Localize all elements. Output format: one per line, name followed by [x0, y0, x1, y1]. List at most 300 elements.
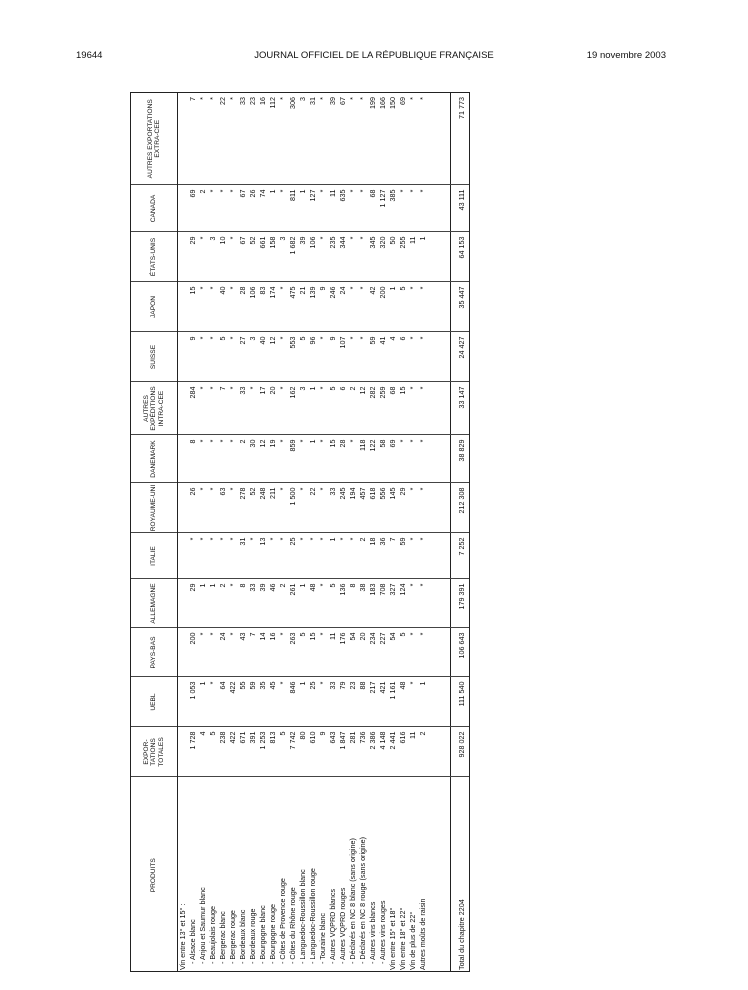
table-cell: 1 — [198, 681, 207, 686]
table-cell: 40 — [258, 336, 267, 345]
table-cell: 16 — [268, 632, 277, 641]
table-cell: 235 — [328, 236, 337, 249]
table-cell: 23 — [248, 97, 257, 105]
total-value: 212 308 — [451, 483, 471, 533]
table-cell: * — [188, 537, 197, 541]
table-cell: 20 — [268, 386, 277, 395]
table-cell: 1 — [328, 537, 337, 542]
table-cell: 33 — [328, 681, 337, 690]
table-cell: 13 — [258, 537, 267, 546]
column-header: ÉTATS-UNIS — [131, 232, 178, 282]
table-cell: 2 — [218, 583, 227, 588]
table-cell: * — [308, 537, 317, 541]
table-cell: 42 — [368, 286, 377, 295]
table-cell: * — [228, 537, 237, 541]
table-cell: * — [318, 439, 327, 443]
table-cell: * — [198, 336, 207, 340]
table-cell: 22 — [218, 97, 227, 105]
table-cell: 1 — [308, 439, 317, 444]
table-cell: * — [408, 583, 417, 587]
table-cell: 1 — [198, 583, 207, 588]
table-cell: * — [408, 681, 417, 685]
table-cell: * — [198, 97, 207, 100]
table-cell: 4 — [198, 731, 207, 736]
table-cell: 1 127 — [378, 189, 387, 208]
table-cell: 245 — [338, 487, 347, 500]
column-header: AUTRES EXPÉDITIONS INTRA-CEE — [131, 382, 178, 435]
table-cell: 320 — [378, 236, 387, 249]
table-cell: * — [398, 189, 407, 193]
table-cell: 14 — [258, 632, 267, 641]
table-cell: 166 — [378, 97, 387, 109]
table-cell: 1 — [418, 681, 427, 686]
table-cell: * — [338, 537, 347, 541]
table-cell: * — [408, 189, 417, 193]
table-cell: 859 — [288, 439, 297, 452]
table-cell: 259 — [378, 386, 387, 399]
table-cell: * — [348, 286, 357, 290]
value-column — [178, 185, 451, 232]
table-cell — [178, 682, 188, 726]
table-cell: 610 — [308, 731, 317, 744]
table-cell: 5 — [298, 632, 307, 637]
table-cell — [178, 237, 188, 281]
table-cell: 248 — [258, 487, 267, 500]
table-cell: * — [268, 537, 277, 541]
table-cell: 4 148 — [378, 731, 387, 750]
table-cell: 58 — [378, 439, 387, 448]
table-cell: * — [318, 189, 327, 193]
table-cell: * — [278, 632, 287, 636]
table-cell: * — [398, 439, 407, 443]
table-cell: 43 — [238, 632, 247, 641]
table-cell: 5 — [328, 583, 337, 588]
table-cell: * — [198, 537, 207, 541]
table-cell: 422 — [228, 731, 237, 744]
table-cell: 811 — [288, 189, 297, 201]
table-cell: * — [358, 336, 367, 340]
table-cell: * — [278, 386, 287, 390]
table-cell: * — [208, 537, 217, 541]
table-cell: * — [198, 439, 207, 443]
value-column — [178, 282, 451, 332]
table-cell: * — [318, 386, 327, 390]
table-cell: 79 — [338, 681, 347, 690]
table-cell: 145 — [388, 487, 397, 500]
table-cell: 643 — [328, 731, 337, 744]
table-cell: 41 — [378, 336, 387, 345]
table-cell: 1 253 — [258, 731, 267, 750]
table-cell: 3 — [298, 97, 307, 101]
table-cell: * — [278, 487, 287, 491]
table-cell: 422 — [228, 681, 237, 694]
product-label: - Alsace blanc — [188, 919, 197, 964]
table-cell: * — [208, 336, 217, 340]
table-cell: 33 — [238, 386, 247, 395]
table-cell: 23 — [348, 681, 357, 690]
table-cell: 45 — [268, 681, 277, 690]
table-cell: 327 — [388, 583, 397, 596]
table-cell: 199 — [368, 97, 377, 109]
table-cell: 20 — [358, 632, 367, 641]
table-cell: 635 — [338, 189, 347, 202]
table-cell: 6 — [398, 336, 407, 341]
table-cell: 1 161 — [388, 681, 397, 700]
table-cell: 46 — [268, 583, 277, 592]
product-label: Vin entre 15° et 18° — [388, 907, 397, 970]
table-cell: * — [208, 97, 217, 100]
product-label: - Beaujolais rouge — [208, 906, 217, 964]
table-cell: 11 — [408, 731, 417, 739]
table-cell: 1 — [268, 189, 277, 194]
table-cell: 136 — [338, 583, 347, 596]
table-cell: * — [208, 487, 217, 491]
table-cell — [178, 337, 188, 381]
table-cell: 112 — [268, 97, 277, 109]
table-cell: 39 — [258, 583, 267, 592]
table-cell: 106 — [308, 236, 317, 249]
table-cell: 7 — [188, 97, 197, 101]
total-value: 928 022 — [451, 727, 471, 777]
product-label: - Bergerac blanc — [218, 911, 227, 964]
total-value: 64 153 — [451, 232, 471, 282]
table-cell: 553 — [288, 336, 297, 349]
table-cell: 17 — [258, 386, 267, 395]
product-label: - Bourgogne blanc — [258, 905, 267, 964]
table-cell: 24 — [338, 286, 347, 295]
table-cell: 150 — [388, 97, 397, 109]
table-cell: * — [298, 487, 307, 491]
table-cell: * — [298, 439, 307, 443]
table-cell: 2 — [278, 583, 287, 588]
table-cell: 263 — [288, 632, 297, 645]
table-cell: 68 — [388, 386, 397, 395]
table-cell: 174 — [268, 286, 277, 299]
total-value: 7 252 — [451, 533, 471, 579]
table-cell: 59 — [368, 336, 377, 345]
table-cell: 2 386 — [368, 731, 377, 750]
table-cell: * — [318, 97, 327, 100]
table-cell: 50 — [388, 236, 397, 245]
table-cell: * — [408, 439, 417, 443]
table-cell: 18 — [368, 537, 377, 546]
table-cell: 83 — [258, 286, 267, 295]
table-cell: * — [348, 336, 357, 340]
table-cell: 618 — [368, 487, 377, 500]
table-cell: * — [418, 487, 427, 491]
table-cell: 64 — [218, 681, 227, 690]
table-cell: 306 — [288, 97, 297, 109]
table-cell: 194 — [348, 487, 357, 500]
table-cell: 139 — [308, 286, 317, 299]
table-cell: * — [278, 97, 287, 100]
column-header: AUTRES EXPORTATIONS EXTRA-CEE — [131, 93, 178, 185]
table-cell: 52 — [248, 487, 257, 496]
table-cell: 708 — [378, 583, 387, 596]
value-column — [178, 727, 451, 777]
column-header: ROYAUME-UNI — [131, 483, 178, 533]
column-header: PAYS-BAS — [131, 628, 178, 677]
table-cell: 391 — [248, 731, 257, 744]
column-header: DANEMARK — [131, 435, 178, 483]
total-value: 24 427 — [451, 332, 471, 382]
table-cell: * — [278, 537, 287, 541]
total-label: Total du chapitre 2204 — [451, 777, 471, 972]
table-cell: * — [278, 336, 287, 340]
table-cell: 80 — [298, 731, 307, 740]
table-cell: * — [248, 537, 257, 541]
table-cell: 2 — [358, 537, 367, 542]
table-cell: 813 — [268, 731, 277, 744]
table-cell: * — [408, 537, 417, 541]
table-cell: 74 — [258, 189, 267, 198]
table-cell: 736 — [358, 731, 367, 744]
table-cell: 2 — [238, 439, 247, 444]
table-cell: 282 — [368, 386, 377, 399]
table-cell — [178, 440, 188, 482]
column-header: EXPOR-TATIONS TOTALES — [131, 727, 178, 777]
table-cell: * — [228, 97, 237, 100]
table-cell: * — [278, 681, 287, 685]
table-cell: 3 — [298, 386, 307, 391]
table-cell: 19 — [268, 439, 277, 448]
table-cell: 176 — [338, 632, 347, 645]
table-cell: 69 — [188, 189, 197, 198]
product-label: - Bordeaux blanc — [238, 909, 247, 964]
table-cell: * — [318, 236, 327, 240]
table-cell: * — [418, 386, 427, 390]
table-cell: * — [278, 439, 287, 443]
table-cell: 2 — [418, 731, 427, 736]
table-cell: 1 500 — [288, 487, 297, 506]
rotated-table-container — [131, 93, 470, 972]
table-cell: 124 — [398, 583, 407, 596]
table-cell: 7 — [388, 537, 397, 542]
table-cell: 52 — [248, 236, 257, 245]
table-cell: 7 — [248, 632, 257, 637]
table-cell: 67 — [338, 97, 347, 105]
total-value: 43 111 — [451, 185, 471, 232]
table-cell: 846 — [288, 681, 297, 694]
table-cell: * — [228, 583, 237, 587]
table-cell: 3 — [278, 236, 287, 241]
table-cell: 39 — [298, 236, 307, 245]
table-cell: 616 — [398, 731, 407, 744]
table-cell: 107 — [338, 336, 347, 349]
table-cell: 35 — [258, 681, 267, 690]
table-cell: 261 — [288, 583, 297, 596]
table-cell: * — [358, 236, 367, 240]
total-value: 106 643 — [451, 628, 471, 677]
table-cell — [178, 538, 188, 578]
table-cell: 5 — [328, 386, 337, 391]
table-cell: 12 — [258, 439, 267, 448]
table-cell: 88 — [358, 681, 367, 690]
table-cell: 12 — [268, 336, 277, 345]
table-cell: 1 847 — [338, 731, 347, 750]
table-cell: 1 — [308, 386, 317, 391]
table-cell: 55 — [238, 681, 247, 690]
table-cell — [178, 488, 188, 532]
table-cell: * — [408, 632, 417, 636]
product-label: - Côtes du Rhône rouge — [288, 887, 297, 964]
table-cell: 1 053 — [188, 681, 197, 700]
table-cell: 8 — [188, 439, 197, 444]
table-cell: 127 — [308, 189, 317, 202]
value-column — [178, 533, 451, 579]
table-cell: 15 — [398, 386, 407, 395]
table-cell: * — [208, 386, 217, 390]
table-cell: * — [208, 681, 217, 685]
table-cell: 29 — [398, 487, 407, 496]
product-label: - Languedoc-Roussillon blanc — [298, 869, 307, 964]
table-cell: 1 682 — [288, 236, 297, 255]
table-cell: 162 — [288, 386, 297, 399]
page-number: 19644 — [76, 50, 103, 61]
product-label: - Côtes de Provence rouge — [278, 878, 287, 964]
product-label: Vin entre 13° et 15° : — [178, 903, 187, 970]
table-cell: * — [408, 386, 417, 390]
table-cell: 3 — [208, 236, 217, 241]
table-cell: 16 — [258, 97, 267, 105]
total-value: 38 829 — [451, 435, 471, 483]
table-cell: 29 — [188, 236, 197, 245]
table-cell: 67 — [238, 236, 247, 245]
table-cell: 2 441 — [388, 731, 397, 750]
table-cell: * — [208, 632, 217, 636]
table-cell: 1 — [418, 236, 427, 241]
table-cell: 26 — [248, 189, 257, 198]
table-cell: 475 — [288, 286, 297, 299]
table-cell: 122 — [368, 439, 377, 452]
table-cell: 59 — [248, 681, 257, 690]
table-cell: 54 — [388, 632, 397, 641]
table-cell: 5 — [218, 336, 227, 341]
product-label: - Bordeaux rouge — [248, 908, 257, 964]
table-cell: * — [198, 236, 207, 240]
table-cell: 421 — [378, 681, 387, 694]
table-cell: 54 — [348, 632, 357, 641]
table-cell: 227 — [378, 632, 387, 645]
table-cell: * — [228, 286, 237, 290]
table-cell: * — [418, 97, 427, 100]
table-cell: 1 — [388, 286, 397, 291]
table-cell: 200 — [188, 632, 197, 645]
table-cell: * — [318, 336, 327, 340]
table-cell: 5 — [208, 731, 217, 736]
value-column — [178, 628, 451, 677]
table-cell: * — [198, 286, 207, 290]
table-cell: 5 — [398, 286, 407, 291]
table-cell: * — [278, 286, 287, 290]
table-cell: * — [418, 189, 427, 193]
column-header: CANADA — [131, 185, 178, 232]
table-cell: 7 — [218, 386, 227, 391]
table-cell: 5 — [278, 731, 287, 736]
table-cell: 59 — [398, 537, 407, 546]
table-cell: * — [348, 97, 357, 100]
table-cell: 30 — [248, 439, 257, 448]
column-header: ITALIE — [131, 533, 178, 579]
value-column — [178, 579, 451, 628]
table-cell: 6 — [338, 386, 347, 391]
journal-title: JOURNAL OFFICIEL DE LA RÉPUBLIQUE FRANÇAISE — [254, 50, 494, 61]
table-cell: 3 — [248, 336, 257, 341]
table-cell: 118 — [358, 439, 367, 451]
table-cell: 7 742 — [288, 731, 297, 750]
table-cell: 2 — [198, 189, 207, 194]
table-cell: 12 — [358, 386, 367, 395]
table-cell: 26 — [188, 487, 197, 496]
table-cell: 255 — [398, 236, 407, 249]
table-cell: 2 — [348, 386, 357, 391]
table-cell: * — [248, 386, 257, 390]
table-cell: 48 — [398, 681, 407, 690]
table-cell: 8 — [348, 583, 357, 588]
table-cell — [178, 584, 188, 627]
table-cell: * — [418, 286, 427, 290]
table-cell: 1 728 — [188, 731, 197, 750]
table-cell: 385 — [388, 189, 397, 202]
table-cell: 8 — [238, 583, 247, 588]
table-cell: 68 — [368, 189, 377, 198]
table-cell: * — [208, 286, 217, 290]
product-label-column — [178, 777, 451, 972]
product-label: - Autres vins rouges — [378, 900, 387, 964]
table-cell: * — [408, 487, 417, 491]
table-cell: 10 — [218, 236, 227, 245]
table-cell: * — [198, 386, 207, 390]
table-cell: 345 — [368, 236, 377, 249]
table-cell: * — [228, 487, 237, 491]
table-cell: * — [198, 487, 207, 491]
table-cell: 661 — [258, 236, 267, 249]
table-cell: 5 — [298, 336, 307, 341]
table-cell: 106 — [248, 286, 257, 299]
table-cell: 38 — [358, 583, 367, 592]
table-cell: 234 — [368, 632, 377, 645]
total-value: 179 391 — [451, 579, 471, 628]
table-cell: 1 — [298, 583, 307, 588]
table-cell: 5 — [398, 632, 407, 637]
product-label: - Bergerac rouge — [228, 910, 237, 964]
table-cell: * — [208, 189, 217, 193]
table-cell: * — [348, 537, 357, 541]
table-cell: 28 — [238, 286, 247, 295]
table-cell: 158 — [268, 236, 277, 249]
table-cell: * — [318, 487, 327, 491]
table-cell: 4 — [388, 336, 397, 341]
table-cell: * — [318, 632, 327, 636]
table-cell: 211 — [268, 487, 277, 499]
table-cell: 33 — [248, 583, 257, 592]
table-cell: * — [348, 189, 357, 193]
export-table — [131, 93, 470, 972]
table-cell: 69 — [398, 97, 407, 105]
table-cell: * — [408, 97, 417, 100]
table-cell: 217 — [368, 681, 377, 694]
product-label: - Touraine blanc — [318, 912, 327, 964]
table-cell: * — [228, 386, 237, 390]
table-cell: 9 — [318, 286, 327, 291]
table-cell — [178, 387, 188, 434]
table-cell: 183 — [368, 583, 377, 596]
export-table-frame — [130, 92, 470, 972]
table-cell: 11 — [408, 236, 417, 244]
table-cell: * — [218, 537, 227, 541]
table-cell: * — [418, 439, 427, 443]
table-cell: 671 — [238, 731, 247, 744]
